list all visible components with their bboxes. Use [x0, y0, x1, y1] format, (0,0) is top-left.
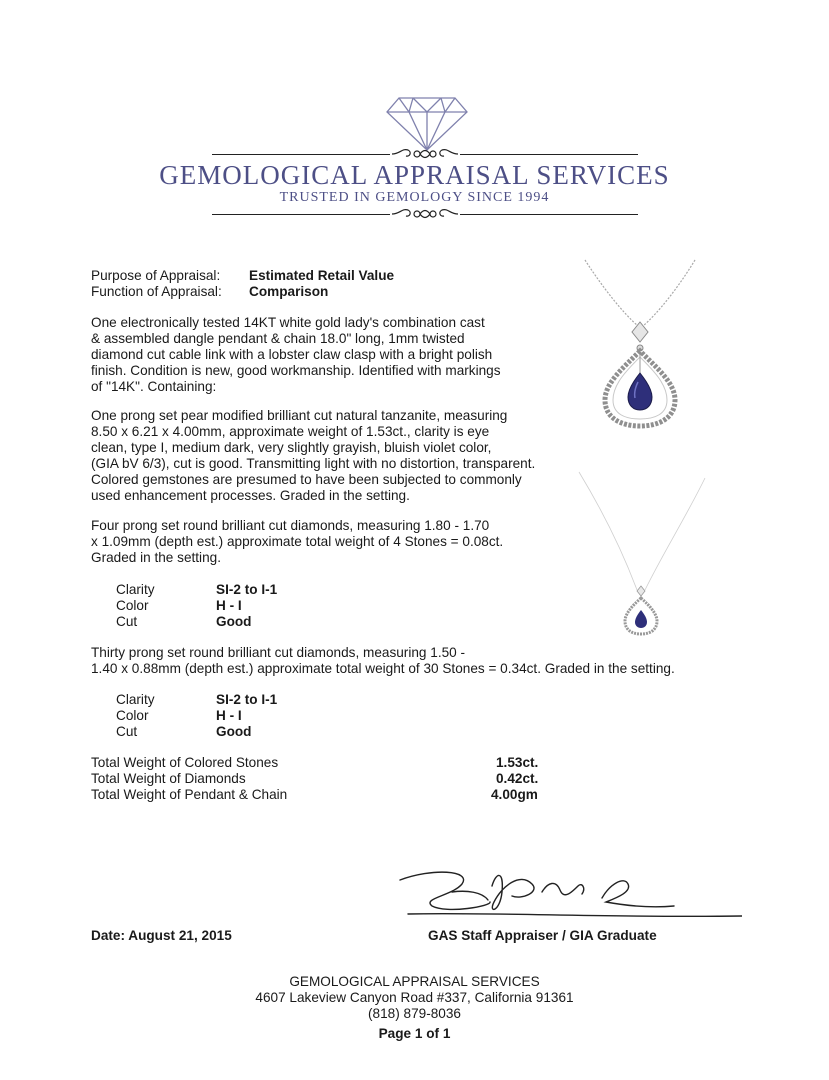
tanzanite-line: Colored gemstones are presumed to have been subjected to commonly	[91, 472, 522, 487]
description-line: of "14K". Containing:	[91, 379, 217, 394]
total-value: 4.00gm	[491, 787, 538, 802]
appraiser-signature	[392, 862, 742, 926]
description-line: & assembled dangle pendant & chain 18.0" long, 1mm twisted	[91, 331, 465, 346]
grade-value: H - I	[216, 708, 242, 723]
grade-label: Clarity	[116, 582, 155, 597]
tanzanite-line: used enhancement processes. Graded in the setting.	[91, 488, 410, 503]
function-value: Comparison	[249, 284, 329, 299]
appraiser-title: GAS Staff Appraiser / GIA Graduate	[428, 928, 657, 943]
footer-company: GEMOLOGICAL APPRAISAL SERVICES	[289, 974, 540, 989]
total-value: 1.53ct.	[496, 755, 539, 770]
pendant-full-image	[577, 470, 707, 640]
company-title: GEMOLOGICAL APPRAISAL SERVICES	[159, 160, 670, 190]
grade-label: Color	[116, 708, 149, 723]
total-value: 0.42ct.	[496, 771, 539, 786]
tanzanite-line: clean, type I, medium dark, very slightly grayish, bluish violet color,	[91, 440, 492, 455]
header-rule-bottom-right	[460, 214, 638, 215]
grade-value: H - I	[216, 598, 242, 613]
diamonds-line: Thirty prong set round brilliant cut diamonds, measuring 1.50 -	[91, 645, 466, 660]
diamonds-thirty-description	[91, 645, 711, 677]
grade-label: Cut	[116, 614, 138, 629]
diamonds-line: Four prong set round brilliant cut diamonds, measuring 1.80 - 1.70	[91, 518, 490, 533]
function-label: Function of Appraisal:	[91, 284, 222, 299]
description-line: diamond cut cable link with a lobster claw clasp with a bright polish	[91, 347, 493, 362]
description-line: finish. Condition is new, good workmanship. Identified with markings	[91, 363, 501, 378]
grade-label: Clarity	[116, 692, 155, 707]
description-line: One electronically tested 14KT white gold lady's combination cast	[91, 315, 485, 330]
purpose-value: Estimated Retail Value	[249, 268, 395, 283]
appraisal-date: Date: August 21, 2015	[91, 928, 232, 943]
diamonds-line: Graded in the setting.	[91, 550, 221, 565]
scroll-ornament-icon	[390, 205, 460, 223]
grade-value: Good	[216, 724, 252, 739]
diamonds-line: x 1.09mm (depth est.) approximate total weight of 4 Stones = 0.08ct.	[91, 534, 504, 549]
page-number: Page 1 of 1	[378, 1026, 451, 1041]
diamond-logo-icon	[385, 92, 469, 152]
total-label: Total Weight of Pendant & Chain	[91, 787, 288, 802]
pendant-closeup-image	[583, 258, 697, 430]
header-rule-top-right	[460, 154, 638, 155]
total-label: Total Weight of Colored Stones	[91, 755, 279, 770]
header-rule-bottom-left	[212, 214, 390, 215]
grade-label: Cut	[116, 724, 138, 739]
tanzanite-line: (GIA bV 6/3), cut is good. Transmitting light with no distortion, transparent.	[91, 456, 536, 471]
purpose-label: Purpose of Appraisal:	[91, 268, 221, 283]
grade-value: SI-2 to I-1	[216, 692, 278, 707]
tanzanite-description	[91, 408, 551, 504]
tanzanite-line: One prong set pear modified brilliant cut natural tanzanite, measuring	[91, 408, 508, 423]
diamonds-four-description	[91, 518, 551, 566]
diamonds-line: 1.40 x 0.88mm (depth est.) approximate total weight of 30 Stones = 0.34ct. Graded in the setting.	[91, 661, 675, 676]
grade-label: Color	[116, 598, 149, 613]
item-description	[91, 315, 551, 395]
grade-value: SI-2 to I-1	[216, 582, 278, 597]
header-rule-top-left	[212, 154, 390, 155]
total-label: Total Weight of Diamonds	[91, 771, 246, 786]
footer-address: 4607 Lakeview Canyon Road #337, California 91361	[255, 990, 574, 1005]
tanzanite-line: 8.50 x 6.21 x 4.00mm, approximate weight of 1.53ct., clarity is eye	[91, 424, 490, 439]
company-tagline: TRUSTED IN GEMOLOGY SINCE 1994	[279, 190, 550, 205]
grade-value: Good	[216, 614, 252, 629]
footer-phone: (818) 879-8036	[368, 1006, 461, 1021]
